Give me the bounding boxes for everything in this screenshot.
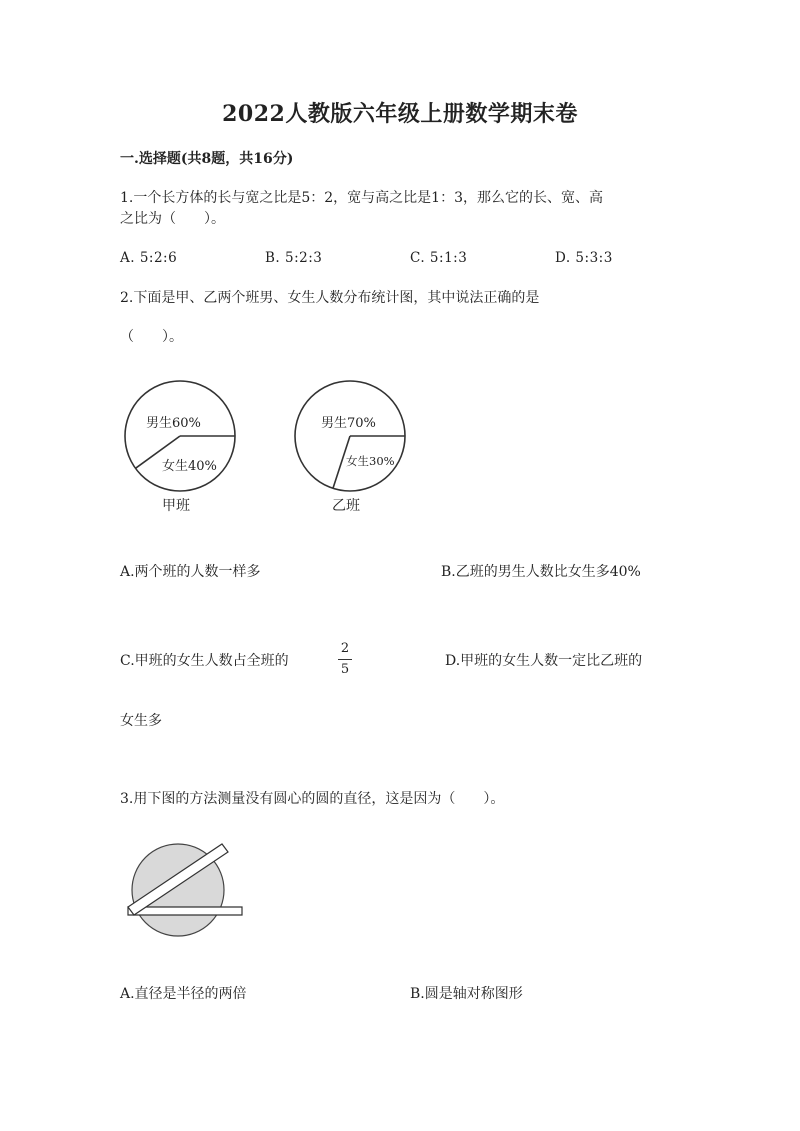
- q2-option-d-continued: 女生多: [120, 713, 162, 729]
- q1-option-b[interactable]: B. 5:2:3: [265, 250, 323, 266]
- fraction-bar: [338, 659, 352, 660]
- q2-option-d[interactable]: D.甲班的女生人数一定比乙班的: [445, 653, 643, 669]
- pie-charts-figure: [118, 380, 428, 520]
- section-heading: 一.选择题(共8题，共16分): [120, 151, 294, 167]
- fraction-denominator: 5: [340, 662, 350, 677]
- q2-text-line1: 2.下面是甲、乙两个班男、女生人数分布统计图，其中说法正确的是: [120, 290, 540, 306]
- pie-a-label-boys: 男生60%: [146, 416, 201, 431]
- q2-option-c[interactable]: C.甲班的女生人数占全班的: [120, 653, 289, 669]
- pie-b-label-boys: 男生70%: [321, 416, 376, 431]
- pie-a-label-girls: 女生40%: [162, 459, 217, 474]
- q1-text-line2: 之比为（ ）。: [120, 211, 225, 227]
- q3-text-line1: 3.用下图的方法测量没有圆心的圆的直径，这是因为（ ）。: [120, 791, 505, 807]
- fraction-numerator: 2: [340, 641, 350, 656]
- pie-a-caption: 甲班: [162, 498, 190, 514]
- pie-chart-class-b: [295, 381, 405, 514]
- q1-text-line1: 1.一个长方体的长与宽之比是5：2，宽与高之比是1：3，那么它的长、宽、高: [120, 190, 603, 206]
- q2-option-a[interactable]: A.两个班的人数一样多: [120, 564, 261, 580]
- pie-b-label-girls: 女生30%: [346, 454, 395, 468]
- q3-option-a[interactable]: A.直径是半径的两倍: [120, 986, 247, 1002]
- q2-option-c-fraction: [336, 641, 354, 678]
- q2-text-line2: （ ）。: [120, 329, 183, 345]
- pie-chart-class-a: [125, 381, 235, 514]
- page-title: 2022人教版六年级上册数学期末卷: [222, 101, 578, 127]
- pie-b-caption: 乙班: [332, 498, 360, 514]
- q3-option-b[interactable]: B.圆是轴对称图形: [410, 986, 523, 1002]
- diameter-measuring-figure: [124, 840, 248, 944]
- q2-option-b[interactable]: B.乙班的男生人数比女生多40%: [441, 564, 641, 580]
- q1-option-c[interactable]: C. 5:1:3: [410, 250, 468, 266]
- q1-option-d[interactable]: D. 5:3:3: [555, 250, 613, 266]
- q1-option-a[interactable]: A. 5:2:6: [120, 250, 178, 266]
